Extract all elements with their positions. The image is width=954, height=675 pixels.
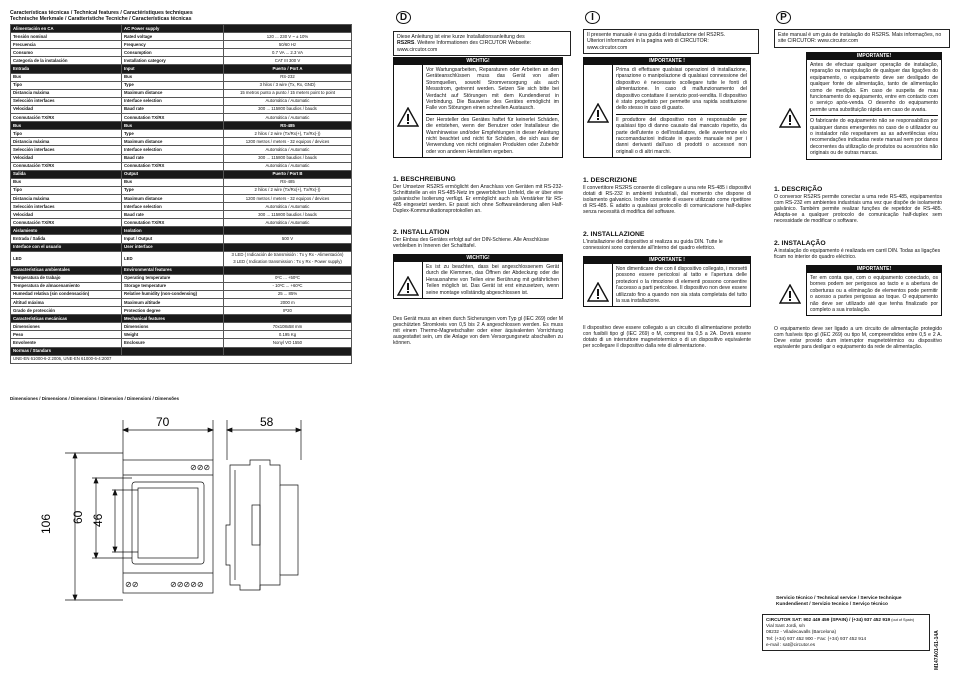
table-cell: Tipo: [11, 186, 122, 194]
table-cell: LED: [122, 251, 224, 266]
table-cell: RS-485: [224, 178, 352, 186]
intro-text: Il presente manuale è una guida di installazione del RS2RS.: [587, 32, 726, 38]
table-cell: Distancia máxima: [11, 194, 122, 202]
table-cell: Interface selection: [122, 203, 224, 211]
table-cell: Conmutación TX/RX: [11, 162, 122, 170]
product-name: RS2RS: [397, 40, 415, 47]
specs-title: [10, 10, 193, 22]
table-section-header: [11, 65, 352, 73]
warning-text: Non dimenticare che con il dispositivo collegato, i morsetti possono essere pericolosi al tatto e l'apertura delle protezioni o la rimozione di elementi possono consentire l'accesso a parti pericolose. Il dispositivo non deve essere utilizzato fino a quando non sia stata completata del tutto la sua installazione.: [616, 266, 747, 305]
table-cell: Categoría de la instalación: [11, 57, 122, 65]
table-cell: [224, 266, 352, 274]
table-cell: Maximum distance: [122, 89, 224, 97]
intro-box-de: [393, 31, 571, 56]
table-cell: Tipo: [11, 130, 122, 138]
table-row: [11, 49, 352, 57]
table-cell: 300 ... 115800 baudios / bauds: [224, 211, 352, 219]
table-row: [11, 162, 352, 170]
table-cell: Velocidad: [11, 154, 122, 162]
table-cell: Frequency: [122, 41, 224, 49]
table-row: [11, 355, 352, 363]
warning-text: Es ist zu beachten, dass bei angeschlossenem Gerät durch die Klemmen, das Öffnen der Abdeckung oder die Herausnahme von Teilen eine Berührung mit gefährlichen Teilen möglich ist. Das Gerät ist erst einzusetzen, wenn seine montage vollständig abgeschlossen ist.: [426, 264, 559, 296]
table-section-header: [11, 227, 352, 235]
language-marker-pt: P: [776, 11, 791, 24]
service-note: (out of Spain): [890, 618, 915, 622]
specs-title-line: Technische Merkmale / Caratteristiche Tecniche / Características técnicas: [10, 16, 192, 23]
table-cell-line: 3 LED ( Indication transmission : Tx y Rx - Power supply): [233, 258, 342, 264]
table-cell: Maximum distance: [122, 194, 224, 202]
table-cell: Automática / Automatic: [224, 114, 352, 122]
table-section-header: [11, 315, 352, 323]
table-cell: Type: [122, 130, 224, 138]
table-section-header: [11, 170, 352, 178]
warning-title: IMPORTANTE !: [583, 256, 751, 264]
table-cell: Conmutación TX/RX: [11, 114, 122, 122]
heading-installation-it: 2. INSTALLAZIONE: [583, 231, 645, 238]
intro-text: Este manual é um guia de instalação do RS2RS. Mais informações, no site CIRCUTOR: www.circutor.com: [778, 32, 942, 45]
table-cell: Output: [122, 170, 224, 178]
table-cell: Puerto / Port A: [224, 65, 352, 73]
table-row: [11, 114, 352, 122]
table-cell-line: 3 LED ( Indicación de transmisión : Tx y Rx - Alimentación): [231, 252, 344, 258]
paragraph-description-it: Il convertitore RS2RS consente di collegare a una rete RS-485 i dispositivi dotati di RS-232 in ambienti industriali, dal momento che dispone di isolamento galvanico. Inoltre consente di essere utilizzato come ripetitore di RS-485. È adatto a qualsiasi protocollo di comunicazione half-duplex senza necessità di modifica del software.: [583, 185, 751, 216]
table-cell: Envolvente: [11, 339, 122, 347]
table-cell: Bus: [11, 178, 122, 186]
table-row: [11, 33, 352, 41]
table-cell: 25 ... 85%: [224, 290, 352, 298]
intro-box-pt: [774, 29, 950, 48]
table-cell: [224, 315, 352, 323]
table-row: [11, 307, 352, 315]
specs-title-line: Características técnicas / Technical features / Caractéristiques techniques: [10, 10, 193, 16]
table-row: [11, 339, 352, 347]
table-row: [11, 203, 352, 211]
table-row: [11, 97, 352, 105]
dimension-drawing: [20, 410, 320, 610]
table-cell: Bus: [122, 73, 224, 81]
table-cell: 500 V: [224, 235, 352, 243]
paragraph-power-de: Des Gerät muss an einen durch Sicherungen vom Typ gl (IEC 269) oder M geschützten Stromkreis von 0,5 bis 2 A angeschlossen werden. Es muss mit einem Thermo-Magnetschalter oder einer äquivalenten Vorrichtung ausgestattet sein, um die Anlage von dem Versorgungsnetz abschalten zu können.: [393, 316, 563, 347]
table-row: [11, 219, 352, 227]
dim-70-label: 70: [156, 415, 170, 429]
warning-triangle-icon: [587, 282, 609, 302]
service-title-line: Kundendienst / Servizio tecnico / Serviço técnico: [776, 602, 888, 607]
table-cell: Interface selection: [122, 97, 224, 105]
table-section-header: [11, 266, 352, 274]
table-cell: Salida: [11, 170, 122, 178]
warning-title: IMPORTANTE!: [806, 52, 942, 60]
table-cell: 0.195 Kg: [224, 331, 352, 339]
warning-triangle-icon: [397, 107, 419, 127]
table-cell: Relative humidity (non-condensing): [122, 290, 224, 298]
table-cell: Altitud máxima: [11, 299, 122, 307]
table-cell: Consumo: [11, 49, 122, 57]
warning-text: Vor Wartungsarbeiten, Reparaturen oder Arbeiten an den Geräteanschlüssen muss das Gerät von allen Stromquellen, sowohl Stromversorgung als auch Messstrom, getrennt werden. Setzen Sie sich bitte bei Verdacht auf Störungen mit dem Kundendienst in Verbindung. Die Bauweise des Gerätes ermöglicht im Falle von Störungen einen schnellen Austausch.: [426, 67, 559, 112]
table-cell: Rated voltage: [122, 33, 224, 41]
warning-triangle-icon: [587, 103, 609, 123]
warning-text: Prima di effettuare qualsiasi operazioni di installazione, riparazione o manipolazione di qualsiasi connessione del dispositivo è necessario scollegare tutte le fonti di alimentazione. In caso di malfunzionamento del dispositivo contattare il servizio post-vendita. Il dispositivo è stato progettato per permette una rapida sostituzione dello stesso in caso di guasto.: [616, 67, 747, 112]
warning-text: Der Hersteller des Gerätes haftet für keinerlei Schäden, die entstehen, wenn der Benutzer oder Installateur die Warnhinweise und/oder Empfehlungen in dieser Anleitung nicht beachtet und nicht für Schäden, die sich aus der Verwendung von nicht originalen Produkten oder Zubehör oder von anderen Herstellern ergeben.: [426, 114, 559, 155]
paragraph-installation-de: Der Einbau des Gerätes erfolgt auf der DIN-Schiene. Alle Anschlüsse verbleiben in Inneren der Schalttafel.: [393, 237, 550, 250]
service-title: [776, 596, 902, 608]
warning-box-de: [393, 57, 563, 158]
service-email[interactable]: e-mail : sat@circutor.es: [766, 641, 816, 647]
table-cell: User interface: [122, 243, 224, 251]
warning-box-pt: [806, 52, 942, 160]
contact-box: [762, 614, 930, 651]
table-cell: 0.7 VA ... 2.3 VA: [224, 49, 352, 57]
table-cell: Velocidad: [11, 211, 122, 219]
table-cell: Consumption: [122, 49, 224, 57]
table-row: [11, 105, 352, 113]
table-cell: 1200 metros / meters - 32 equipos / devices: [224, 194, 352, 202]
warning-title: WICHTIG!: [393, 57, 563, 65]
table-cell: 2 hilos / 2 wire (Tx/Rx(+), Tx/Rx(-)): [224, 186, 352, 194]
service-tel-fax: Tel: (+34) 937 452 900 - Fax: (+34) 937 452 914: [766, 635, 867, 641]
specs-table: [10, 24, 352, 364]
table-cell: Dimensiones: [11, 323, 122, 331]
warning-title: WICHTIG!: [393, 254, 563, 262]
table-row: [11, 251, 352, 266]
table-cell: Baud rate: [122, 105, 224, 113]
table-cell: Bus: [11, 122, 122, 130]
heading-description-de: 1. BESCHREIBUNG: [393, 176, 456, 183]
warning-triangle-icon: [779, 284, 801, 304]
paragraph-installation-pt: A instalação do equipamento é realizada em carril DIN. Todas as ligações ficam no interior do quadro eléctrico.: [774, 248, 941, 261]
table-row: [11, 323, 352, 331]
table-cell: 0ºC ... +50ºC: [224, 274, 352, 282]
table-section-header: [11, 122, 352, 130]
table-cell: Distancia máxima: [11, 138, 122, 146]
website-link[interactable]: www.circutor.com: [397, 46, 438, 53]
service-title-line: Servicio técnico / Technical service / Service technique: [776, 596, 902, 601]
table-cell: Aislamiento: [11, 227, 122, 235]
table-cell: Selección interfaces: [11, 97, 122, 105]
table-cell: Tipo: [11, 81, 122, 89]
table-cell: Interface con el usuario: [11, 243, 122, 251]
table-row: [11, 282, 352, 290]
table-row: [11, 290, 352, 298]
document-code: M147A01-61-14A: [934, 630, 940, 670]
table-row: [11, 81, 352, 89]
table-cell: CAT III 300 V: [224, 57, 352, 65]
table-cell: 15 metros punto a punto / 15 meters point to point: [224, 89, 352, 97]
language-marker-it: I: [585, 11, 600, 24]
warning-text: O fabricante do equipamento não se responsabiliza por quaisquer danos emergentes no caso de o utilizador ou o instalador não respeitarem as as advertências e/ou recomendações indicadas neste manual nem por danos decorrentes da utilização de produtos ou acessórios não originais ou de outras marcas.: [810, 115, 938, 156]
table-cell: Type: [122, 81, 224, 89]
heading-description-pt: 1. DESCRIÇÃO: [774, 186, 823, 193]
table-row: [11, 211, 352, 219]
dim-106-label: 106: [39, 513, 53, 534]
dim-60-label: 60: [71, 510, 85, 524]
table-cell: RS-485: [224, 122, 352, 130]
warning-title: IMPORTANTE!: [806, 265, 942, 273]
dim-58-label: 58: [260, 415, 274, 429]
dimensions-title: Dimensiones / Dimensions / Dimensions / Dimension / Dimensioni / Dimensões: [10, 396, 180, 401]
table-cell: Operating temperature: [122, 274, 224, 282]
table-cell: Frecuencia: [11, 41, 122, 49]
warning-box-it-2: [583, 256, 751, 307]
table-cell: [224, 243, 352, 251]
table-cell: Humedad relativa (sin condensación): [11, 290, 122, 298]
table-cell: Entrada / Salida: [11, 235, 122, 243]
table-cell: Type: [122, 186, 224, 194]
table-cell: Environmental features: [122, 266, 224, 274]
table-cell: Distancia máxima: [11, 89, 122, 97]
table-row: [11, 154, 352, 162]
service-city: 08232 - Viladecavalls (Barcelona): [766, 629, 837, 635]
table-cell: Conmutación TX/RX: [11, 219, 122, 227]
svg-text:⊘⊘⊘: ⊘⊘⊘: [190, 463, 211, 472]
table-cell: [224, 251, 352, 266]
table-cell: [122, 347, 224, 355]
table-section-header: [11, 347, 352, 355]
table-cell: Automática / Automatic: [224, 219, 352, 227]
table-row: [11, 331, 352, 339]
table-cell: Enclosure: [122, 339, 224, 347]
table-cell: 70x108x58 mm: [224, 323, 352, 331]
table-cell: AC Power supply: [122, 25, 224, 33]
table-row: [11, 178, 352, 186]
intro-box-it: [583, 29, 759, 54]
table-cell: Características mecánicas: [11, 315, 122, 323]
warning-text: Ter em conta que, com o equipamento conectado, os bornes podem ser perigosos ao tacto e a abertura de coberturas ou a eliminação de elementos pode permitir o acesso a partes perigosas ao toque. O equipamento não deve ser utilizado até que tenha finalizado por completo a sua instalação.: [810, 275, 938, 314]
table-cell: 2000 m: [224, 299, 352, 307]
table-cell: Entrada: [11, 65, 122, 73]
table-cell: RS-232: [224, 73, 352, 81]
warning-title: IMPORTANTE !: [583, 57, 751, 65]
table-cell: Bus: [11, 73, 122, 81]
heading-description-it: 1. DESCRIZIONE: [583, 177, 638, 184]
table-cell: Bus: [122, 122, 224, 130]
table-section-header: [11, 243, 352, 251]
table-cell: Temperatura de almacenamiento: [11, 282, 122, 290]
table-cell: Conmutation TX/RX: [122, 114, 224, 122]
table-cell: Grado de protección: [11, 307, 122, 315]
table-row: [11, 235, 352, 243]
service-phone: CIRCUTOR SAT: 902 449 459 (SPAIN) / (+34) 937 452 919: [766, 617, 891, 622]
table-cell: Isolation: [122, 227, 224, 235]
language-marker-de: D: [396, 11, 411, 24]
paragraph-description-pt: O conversor RS2RS permite conectar a uma rede RS-485, equipamentos com RS-232 em ambientes industriais uma vez que dispõe de isolamento galvânico. Também permite realizar funções de repetidor de RS-485. Adapta-se a qualquer protocolo de comunicação half-duplex sem necessidade de modificar o software.: [774, 194, 942, 225]
table-cell: Baud rate: [122, 211, 224, 219]
intro-text: Diese Anleitung ist eine kurze Installationsanleitung des: [397, 34, 525, 40]
table-cell: Bus: [122, 178, 224, 186]
table-row: [11, 194, 352, 202]
table-cell: Input / Output: [122, 235, 224, 243]
table-row: [11, 57, 352, 65]
heading-installation-de: 2. INSTALLATION: [393, 229, 450, 236]
table-cell: Características ambientales: [11, 266, 122, 274]
svg-text:⊘⊘: ⊘⊘: [125, 580, 139, 589]
table-cell: 300 ... 115800 baudios / bauds: [224, 154, 352, 162]
table-cell: Velocidad: [11, 105, 122, 113]
table-cell: Maximum altitude: [122, 299, 224, 307]
table-cell: Maximum distance: [122, 138, 224, 146]
warning-triangle-icon: [779, 108, 801, 128]
table-row: [11, 138, 352, 146]
table-cell: Conmutation TX/RX: [122, 219, 224, 227]
heading-installation-pt: 2. INSTALAÇÃO: [774, 240, 826, 247]
table-cell: [224, 347, 352, 355]
table-cell: Installation category: [122, 57, 224, 65]
warning-text: Il produttore del dispositivo non è responsabile per qualsiasi tipo di danno causato dal mancato rispetto, da parte dell'utente o dell'installatore, delle avvertenze e/o raccomandazioni indicate in questo manuale né per i danni derivanti dall'uso di prodotti o accessori non originali o di altri marchi.: [616, 114, 747, 155]
table-cell: Protection degree: [122, 307, 224, 315]
paragraph-power-pt: O equipamento deve ser ligado a um circuito de alimentação protegido com fusíveis tipo gl (IEC 269) ou tipo M, compreendidos entre 0,5 e 2 A. Deve estar provido dum interruptor magnetotérmico ou dispositivo equivalente para desligar o equipamento da rede de alimentação.: [774, 326, 942, 351]
svg-text:⊘⊘⊘⊘⊘: ⊘⊘⊘⊘⊘: [170, 580, 204, 589]
table-cell: Dimensions: [122, 323, 224, 331]
table-row: [11, 146, 352, 154]
warning-box-it: [583, 57, 751, 158]
table-cell: 50/60 Hz: [224, 41, 352, 49]
table-cell: Selección interfaces: [11, 146, 122, 154]
table-cell: LED: [11, 251, 122, 266]
table-cell: Alimentación en CA: [11, 25, 122, 33]
warning-triangle-icon: [397, 276, 419, 296]
table-cell: Interface selection: [122, 146, 224, 154]
table-row: [11, 274, 352, 282]
intro-text: Ulteriori informazioni in la pagina web di CIRCUTOR:: [587, 38, 709, 45]
table-section-header: [11, 25, 352, 33]
table-cell: Nonyl VO 1550: [224, 339, 352, 347]
paragraph-description-de: Der Umsetzer RS2RS ermöglicht den Anschluss von Geräten mit RS-232-Schnittstelle an ein RS-485-Netz im gewerblichen Umfeld, die er über eine galvanische Isolierung verfügt. Er ermöglicht auch als Verstärker für RS-485 eingesetzt werden. Er passt sich ohne Softwareänderung allen Half-Duplex-Kommunikationsprotokollen an.: [393, 184, 563, 215]
table-row: [11, 299, 352, 307]
table-cell: Tensión nominal: [11, 33, 122, 41]
table-cell: [224, 227, 352, 235]
table-cell: Baud rate: [122, 154, 224, 162]
table-row: [11, 130, 352, 138]
table-cell: Selección interfaces: [11, 203, 122, 211]
table-cell: Weight: [122, 331, 224, 339]
table-cell: Automática / Automatic: [224, 203, 352, 211]
warning-text: Antes de efectuar qualquer operação de instalação, reparação ou manipulação de qualquer das ligações do equipamento, o equipamento deve ser desligado de qualquer fonte de alimentação, tanto de alimentação como de medição. Em caso de suspeita de mau funcionamento do equipamento, entre em contacto com o serviço após-venda. O desenho do equipamento permite uma substituição rápida em caso de avaria.: [810, 62, 938, 113]
table-row: [11, 89, 352, 97]
paragraph-installation-it: L'installazione del dispositivo si realizza su guida DIN. Tutte le connessioni sono contenute all'interno del quadro elettrico.: [583, 239, 723, 252]
table-cell: 300 ... 115800 baudios / bauds: [224, 105, 352, 113]
table-cell: - 10ºC ... +60ºC: [224, 282, 352, 290]
website-link[interactable]: www.circutor.com: [587, 44, 628, 51]
table-cell: [224, 25, 352, 33]
table-cell: Automática / Automatic: [224, 146, 352, 154]
dim-46-label: 46: [91, 513, 105, 527]
intro-text: . Weitere Informationen des CIRCUTOR Webseite:: [414, 40, 532, 47]
service-address: Vial Sant Jordi, s/n: [766, 623, 805, 629]
table-cell: Conmutation TX/RX: [122, 162, 224, 170]
warning-box-de-2: [393, 254, 563, 299]
table-row: [11, 186, 352, 194]
table-row: [11, 73, 352, 81]
table-cell: Input: [122, 65, 224, 73]
paragraph-power-it: Il dispositivo deve essere collegato a un circuito di alimentazione protetto con fusibili tipo gl (IEC 269) o M, compresi tra 0,5 a 2A. Dovrà essere dotato di un interruttore magnetotermico o di un dispositivo equivalente per scollegare il dispositivo dalla rete di alimentazione.: [583, 325, 751, 350]
table-cell: 2 hilos / 2 wire (Tx/Rx(+), Tx/Rx(-)): [224, 130, 352, 138]
table-cell: Automática / Automatic: [224, 97, 352, 105]
table-cell: Mechanical features: [122, 315, 224, 323]
table-cell: Temperatura de trabajo: [11, 274, 122, 282]
table-cell: Peso: [11, 331, 122, 339]
table-row: [11, 41, 352, 49]
table-cell: IP20: [224, 307, 352, 315]
warning-box-pt-2: [806, 265, 942, 316]
table-cell: Puerto / Port B: [224, 170, 352, 178]
table-cell: 3 hilos / 3 wire (Tx, Rx, GND): [224, 81, 352, 89]
table-cell: Automática / Automatic: [224, 162, 352, 170]
table-cell: 1200 metros / meters - 32 equipos / devices: [224, 138, 352, 146]
table-cell: Normas / Standars: [11, 347, 122, 355]
table-cell: 120 ... 230 V ~ ± 10%: [224, 33, 352, 41]
table-cell: Storage temperature: [122, 282, 224, 290]
table-cell: UNE-EN 61000-6-2:2006, UNE-EN 61000-6-4:2007: [11, 355, 352, 363]
